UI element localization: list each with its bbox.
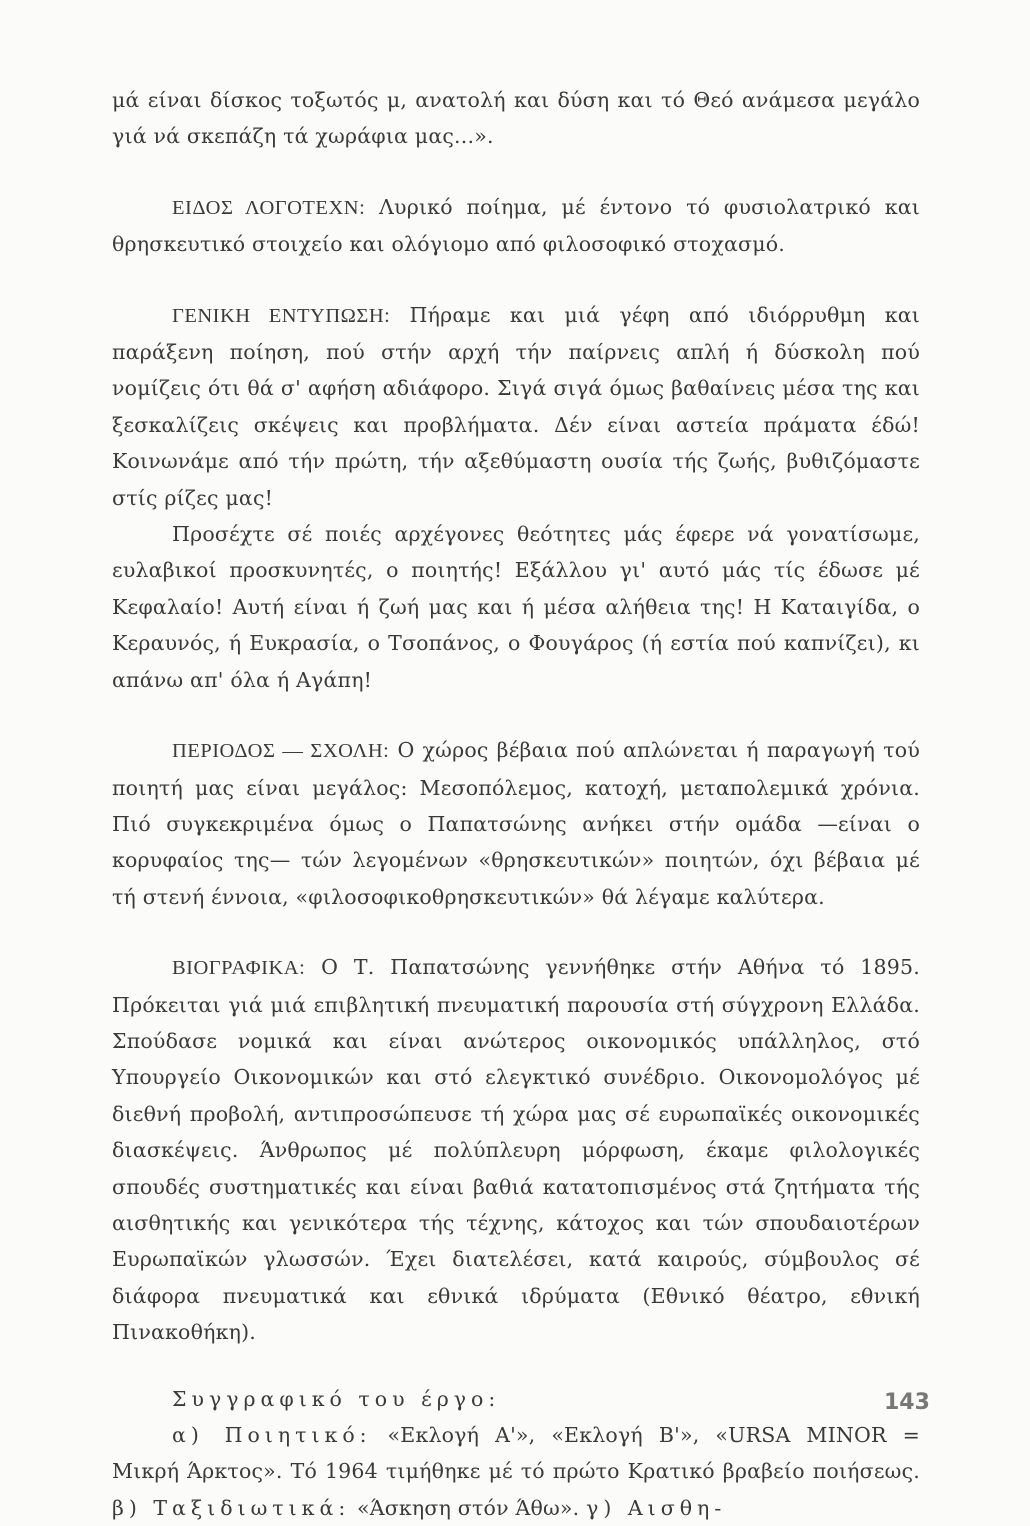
works-paragraph [112,1417,920,1526]
impression-text-2: Προσέχτε σέ ποιές αρχέγονες θεότητες μάς έφερε νά γονατίσωμε, ευλαβικοί προσκυνητές, ο ποιητής! Εξάλλου γι' αυτό μάς τίς έδωσε μέ Κεφαλαίο! Αυτή είναι ή ζωή μας και ή μέσα αλήθεια της! Η Καταιγίδα, ο Κεραυνός, ή Ευκρασία, ο Τσοπάνος, ο Φουγάρος (ή εστία πού καπνίζει), κι απάνω απ' όλα ή Αγάπη! [112,522,920,692]
impression-paragraph [112,297,920,516]
period-text: Ο χώρος βέβαια πού απλώνεται ή παραγωγή τού ποιητή μας είναι μεγάλος: Μεσοπόλεμος, κατοχή, μεταπολεμικά χρόνια. Πιό συγκεκριμένα όμως ο Παπατσώνης ανήκει στήν ομάδα —είναι ο κορυφαίος της— τών λεγομένων «θρησκευτικών» ποιητών, όχι βέβαια μέ τή στενή έννοια, «φιλοσοφικοθρησκευτικών» θά λέγαμε καλύτερα. [112,738,920,909]
spacer [112,698,920,732]
biography-paragraph [112,949,920,1350]
intro-text: μά είναι δίσκος τοξωτός μ, ανατολή και δύση και τό Θεό ανάμεσα μεγάλο γιά νά σκεπάζη τά χωράφια μας...». [112,88,920,149]
works-heading-paragraph [112,1381,920,1417]
spacer [112,263,920,297]
works-b-text: «Άσκηση στόν Άθω». [356,1495,580,1520]
period-paragraph [112,732,920,915]
book-page [112,82,920,1526]
genre-text: Λυρικό ποίημα, μέ έντονο τό φυσιολατρικό και θρησκευτικό στοιχείο και ολόγιομο από φιλοσοφικό στοχασμό. [112,194,920,257]
works-c-label: γ) Αισθη- [586,1495,727,1520]
spacer [112,915,920,949]
spacer [112,1351,920,1381]
genre-label: ΕΙΔΟΣ ΛΟΓΟΤΕΧΝ: [172,196,366,219]
intro-paragraph [112,82,920,155]
spacer [112,155,920,189]
page-number: 143 [884,1390,930,1415]
works-heading: Συγγραφικό του έργο: [172,1386,501,1411]
impression-label: ΓΕΝΙΚΗ ΕΝΤΥΠΩΣΗ: [172,304,391,327]
biography-text: Ο Τ. Παπατσώνης γεννήθηκε στήν Αθήνα τό 1895. Πρόκειται γιά μιά επιβλητική πνευματική παρουσία στή σύγχρονη Ελλάδα. Σπούδασε νομικά και είναι ανώτερος οικονομικός υπάλληλος, στό Υπουργείο Οικονομικών και στό ελεγκτικό συνέδριο. Οικονομολόγος μέ διεθνή προβολή, αντιπροσώπευσε τή χώρα μας σέ ευρωπαϊκές οικονομικές διασκέψεις. Άνθρωπος μέ πολύπλευρη μόρφωση, έκαμε φιλολογικές σπουδές συστηματικές και είναι βαθιά κατατοπισμένος στά ζητήματα τής αισθητικής και γενικότερα τής τέχνης, κάτοχος και τών σπουδαιοτέρων Ευρωπαϊκών γλωσσών. Έχει διατελέσει, κατά καιρούς, σύμβουλος σέ διάφορα πνευματικά και εθνικά ιδρύματα (Εθνικό θέατρο, εθνική Πινακοθήκη). [112,955,920,1345]
impression-paragraph-2 [112,516,920,698]
works-b-label: β) Ταξιδιωτικά: [112,1495,351,1520]
genre-paragraph [112,189,920,263]
works-a-label: α) Ποιητικό: [172,1423,372,1447]
biography-label: ΒΙΟΓΡΑΦΙΚΑ: [172,957,306,980]
works-a-text: «Εκλογή Α'», «Εκλογή Β'», «URSA MINOR = Μικρή Άρκτος». Τό 1964 τιμήθηκε μέ τό πρώτο Κρατικό βραβείο ποιήσεως. [112,1423,921,1484]
impression-text: Πήραμε και μιά γέφη από ιδιόρρυθμη και παράξενη ποίηση, πού στήν αρχή τήν παίρνεις απλή ή δύσκολη πού νομίζεις ότι θά σ' αφήση αδιάφορο. Σιγά σιγά όμως βαθαίνεις μέσα της και ξεσκαλίζεις σκέψεις και προβλήματα. Δέν είναι αστεία πράματα έδώ! Κοινωνάμε από τήν πρώτη, τήν αξεθύμαστη ουσία τής ζωής, βυθιζόμαστε στίς ρίζες μας! [112,302,920,510]
period-label: ΠΕΡΙΟΔΟΣ — ΣΧΟΛΗ: [172,740,390,763]
